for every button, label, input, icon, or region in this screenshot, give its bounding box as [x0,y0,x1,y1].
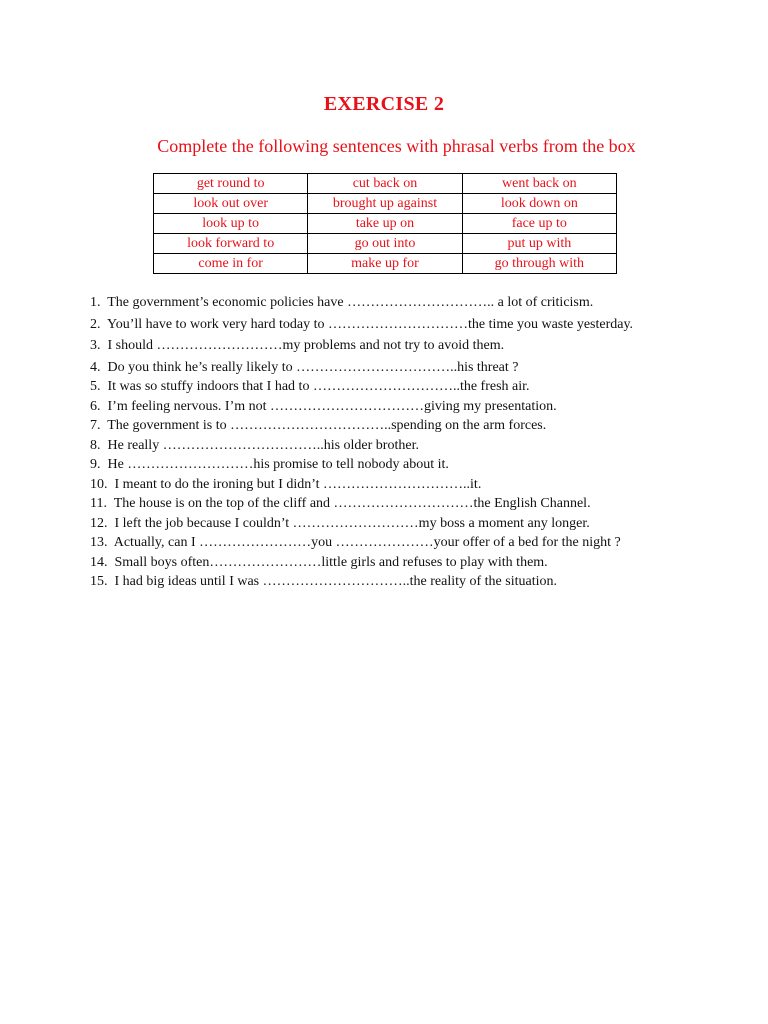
box-cell: take up on [308,214,462,234]
sentence-item: 14. Small boys often……………………little girls and refuses to play with them. [90,554,548,570]
sentence-list [90,293,690,592]
sentence-item: 5. It was so stuffy indoors that I had to …………………………..the fresh air. [90,379,530,394]
sentence-item: 3. I should ………………………my problems and not try to avoid them. [90,338,505,353]
sentence-item: 13. Actually, can I ……………………you …………………your offer of a bed for the night ? [90,535,621,550]
box-row [154,174,617,194]
sentence-item: 4. Do you think he’s really likely to ……………………………..his threat ? [90,359,519,375]
box-row [154,234,617,254]
box-cell: get round to [154,174,308,194]
sentence-item: 9. He ………………………his promise to tell nobody about it. [90,457,449,472]
box-cell: face up to [462,214,616,234]
box-cell: look up to [154,214,308,234]
box-cell: go out into [308,234,462,254]
phrasal-verbs-box [153,173,617,274]
sentence-item: 2. You’ll have to work very hard today to …………………………the time you waste yesterday. [90,316,634,332]
box-cell: brought up against [308,194,462,214]
box-cell: look forward to [154,234,308,254]
sentence-item: 15. I had big ideas until I was …………………………..the reality of the situation. [90,574,557,589]
box-cell: look down on [462,194,616,214]
exercise-title: EXERCISE 2 [323,93,445,115]
box-cell: cut back on [308,174,462,194]
sentence-item: 6. I’m feeling nervous. I’m not ……………………………giving my presentation. [90,398,557,414]
box-cell: make up for [308,254,462,274]
sentence-item: 12. I left the job because I couldn’t ………………………my boss a moment any longer. [90,515,590,531]
sentence-item: 7. The government is to ……………………………..spending on the arm forces. [90,418,547,433]
box-row [154,254,617,274]
box-cell: go through with [462,254,616,274]
box-row [154,194,617,214]
instruction-text: Complete the following sentences with phrasal verbs from the box [157,136,636,156]
sentence-item: 10. I meant to do the ironing but I didn’t …………………………..it. [90,476,482,492]
box-cell: come in for [154,254,308,274]
sentence-item: 8. He really ……………………………..his older brother. [90,437,419,453]
box-cell: put up with [462,234,616,254]
box-row [154,214,617,234]
sentence-item: 11. The house is on the top of the cliff and …………………………the English Channel. [90,496,591,511]
box-cell: went back on [462,174,616,194]
box-cell: look out over [154,194,308,214]
sentence-item: 1. The government’s economic policies have ………………………….. a lot of criticism. [90,295,594,310]
